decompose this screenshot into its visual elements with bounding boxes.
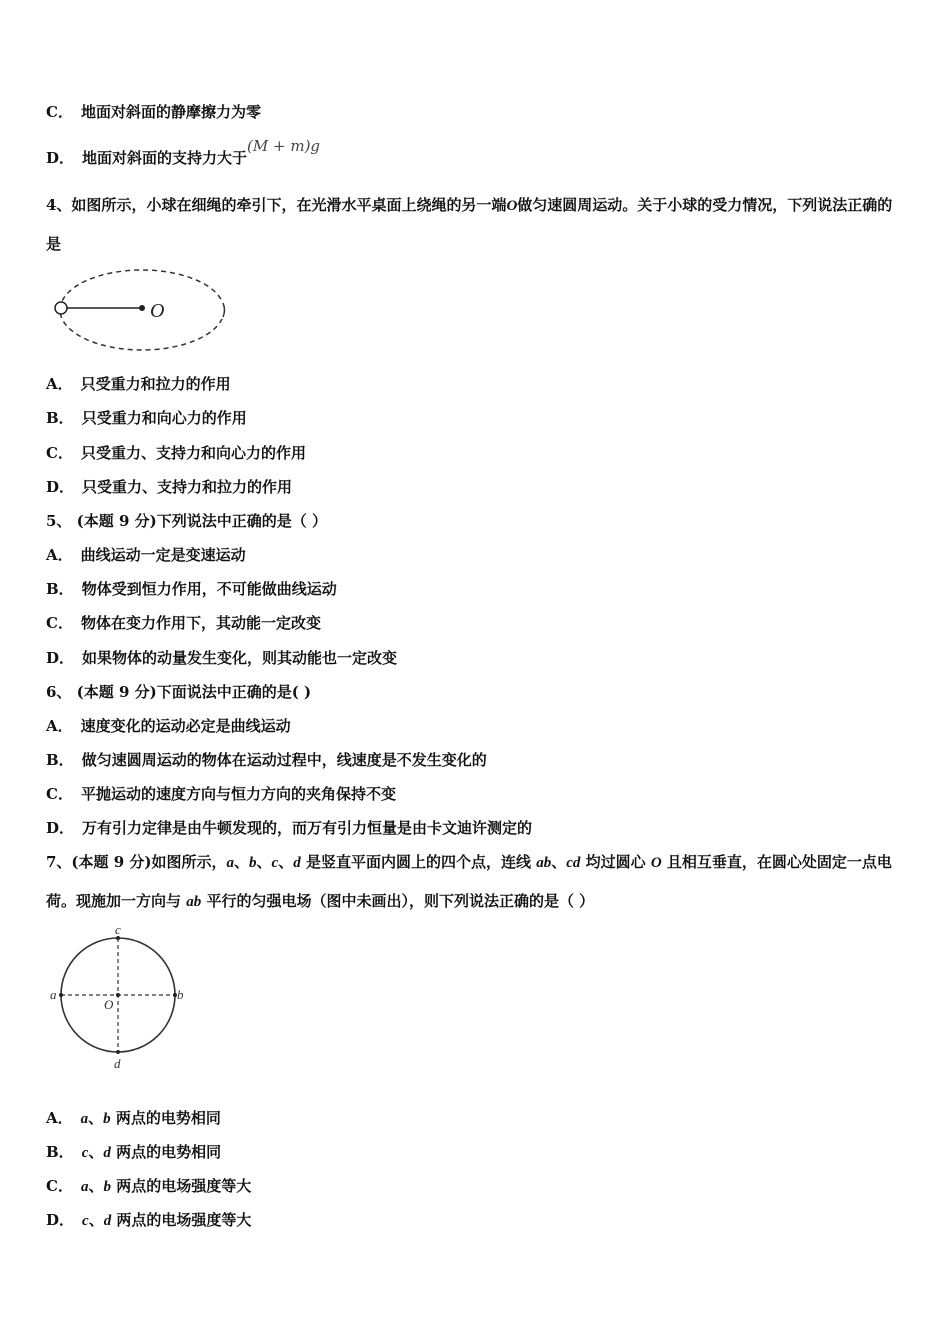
- q7-option-a: [46, 1108, 221, 1129]
- math-var: O: [650, 855, 662, 871]
- separator: 、: [234, 853, 250, 871]
- center-point: [139, 305, 145, 311]
- separator: 、: [278, 853, 294, 871]
- separator: 、: [256, 853, 272, 871]
- math-var: cd: [566, 855, 581, 871]
- math-expression: (M + m)g: [247, 137, 321, 155]
- option-text: 如果物体的动量发生变化，则其动能也一定改变: [82, 649, 398, 667]
- option-text: 只受重力和拉力的作用: [80, 375, 231, 393]
- math-var: c: [271, 855, 279, 871]
- option-text: 只受重力、支持力和拉力的作用: [82, 478, 293, 496]
- label-d: d: [114, 1056, 121, 1071]
- option-label: C．: [46, 444, 73, 462]
- stem-text: 平行的匀强电场（图中未画出），则下列说法正确的是（ ）: [201, 892, 595, 910]
- math-var: b: [103, 1111, 111, 1127]
- math-var: d: [103, 1213, 112, 1229]
- point-d: [116, 1050, 120, 1054]
- option-text: 两点的电场强度等大: [110, 1177, 252, 1195]
- q4-option-c: [46, 443, 306, 463]
- option-label: B．: [46, 751, 74, 769]
- q6-option-c: [46, 784, 396, 804]
- q4-option-b: [46, 408, 247, 428]
- q3-option-c: [46, 102, 261, 122]
- option-label: B．: [46, 1143, 74, 1161]
- label-b: b: [177, 987, 184, 1002]
- stem-text: 7、(本题 9 分)如图所示，: [46, 853, 227, 871]
- label-a: a: [50, 987, 57, 1002]
- q7-stem: [46, 843, 906, 921]
- ball: [55, 302, 67, 314]
- center-label: O: [150, 300, 165, 322]
- option-label: A．: [46, 717, 73, 735]
- option-text: 做匀速圆周运动的物体在运动过程中，线速度是不发生变化的: [81, 751, 487, 769]
- q7-option-b: [46, 1142, 221, 1163]
- math-var: d: [103, 1145, 111, 1161]
- option-text: 两点的电势相同: [110, 1143, 222, 1161]
- q5-stem: 5、 (本题 9 分)下列说法中正确的是（ ）: [46, 512, 327, 530]
- q7-option-c: [46, 1176, 251, 1197]
- math-var: a: [226, 855, 235, 871]
- math-var: O: [506, 198, 518, 214]
- option-label: D．: [46, 478, 75, 496]
- option-label: A．: [46, 1109, 73, 1127]
- option-label: C．: [46, 785, 73, 803]
- q7-option-d: [46, 1210, 251, 1231]
- option-label: D．: [46, 649, 75, 667]
- math-var: b: [249, 855, 257, 871]
- separator: 、: [88, 1211, 104, 1229]
- option-text: 只受重力和向心力的作用: [81, 409, 247, 427]
- stem-text: 4、如图所示，小球在细绳的牵引下，在光滑水平桌面上绕绳的另一端: [46, 196, 507, 214]
- q7-figure: [44, 920, 194, 1075]
- separator: 、: [88, 1143, 104, 1161]
- label-c: c: [115, 922, 121, 937]
- q3-option-d: [46, 137, 321, 168]
- q4-option-a: [46, 374, 231, 394]
- math-var: a: [80, 1179, 89, 1195]
- option-text: 只受重力、支持力和向心力的作用: [80, 444, 306, 462]
- option-label: C．: [46, 103, 73, 121]
- separator: 、: [88, 1177, 104, 1195]
- math-var: ab: [186, 894, 202, 910]
- stem-text: 是竖直平面内圆上的四个点，连线: [300, 853, 537, 871]
- option-text: 地面对斜面的静摩擦力为零: [80, 103, 261, 121]
- math-var: c: [82, 1213, 89, 1229]
- option-text: 物体受到恒力作用，不可能做曲线运动: [81, 580, 337, 598]
- stem-text: 且相互垂直，在圆心处固定一点电荷。现施加一方向与: [46, 853, 892, 910]
- q6-stem: 6、 (本题 9 分)下面说法中正确的是( ): [46, 683, 312, 701]
- option-text: 两点的电场强度等大: [111, 1211, 252, 1229]
- q6-option-b: [46, 750, 487, 770]
- math-var: a: [80, 1111, 89, 1127]
- q6-option-a: [46, 716, 291, 736]
- option-text: 物体在变力作用下，其动能一定改变: [80, 614, 321, 632]
- stem-text: 均过圆心: [580, 853, 651, 871]
- option-text: 万有引力定律是由牛顿发现的，而万有引力恒量是由卡文迪许测定的: [82, 819, 533, 837]
- q5-option-d: [46, 648, 397, 668]
- option-label: C．: [46, 1177, 73, 1195]
- option-label: A．: [46, 375, 73, 393]
- option-text: 速度变化的运动必定是曲线运动: [80, 717, 291, 735]
- option-label: B．: [46, 409, 74, 427]
- q5-option-c: [46, 613, 321, 633]
- math-var: c: [81, 1145, 89, 1161]
- option-label: A．: [46, 546, 73, 564]
- math-var: d: [293, 855, 301, 871]
- option-label: D．: [46, 149, 75, 167]
- stem-text: 做匀速圆周运动。关于小球的受力情况，下列说法正确的是: [46, 196, 893, 253]
- math-var: b: [103, 1179, 111, 1195]
- separator: 、: [551, 853, 567, 871]
- q5-option-b: [46, 579, 337, 599]
- option-text: 平抛运动的速度方向与恒力方向的夹角保持不变: [80, 785, 396, 803]
- q4-figure: [50, 265, 235, 357]
- option-text: 地面对斜面的支持力大于: [82, 149, 248, 167]
- point-o: [116, 993, 120, 997]
- q6-option-d: [46, 818, 532, 838]
- option-label: D．: [46, 1211, 75, 1229]
- option-text: 曲线运动一定是变速运动: [80, 546, 246, 564]
- point-a: [59, 993, 63, 997]
- option-label: D．: [46, 819, 75, 837]
- label-o: O: [104, 997, 114, 1012]
- q4-stem: [46, 186, 906, 263]
- q4-option-d: [46, 477, 292, 497]
- q5-option-a: [46, 545, 246, 565]
- option-text: 两点的电势相同: [110, 1109, 221, 1127]
- option-label: C．: [46, 614, 73, 632]
- separator: 、: [88, 1109, 104, 1127]
- option-label: B．: [46, 580, 74, 598]
- math-var: ab: [536, 855, 552, 871]
